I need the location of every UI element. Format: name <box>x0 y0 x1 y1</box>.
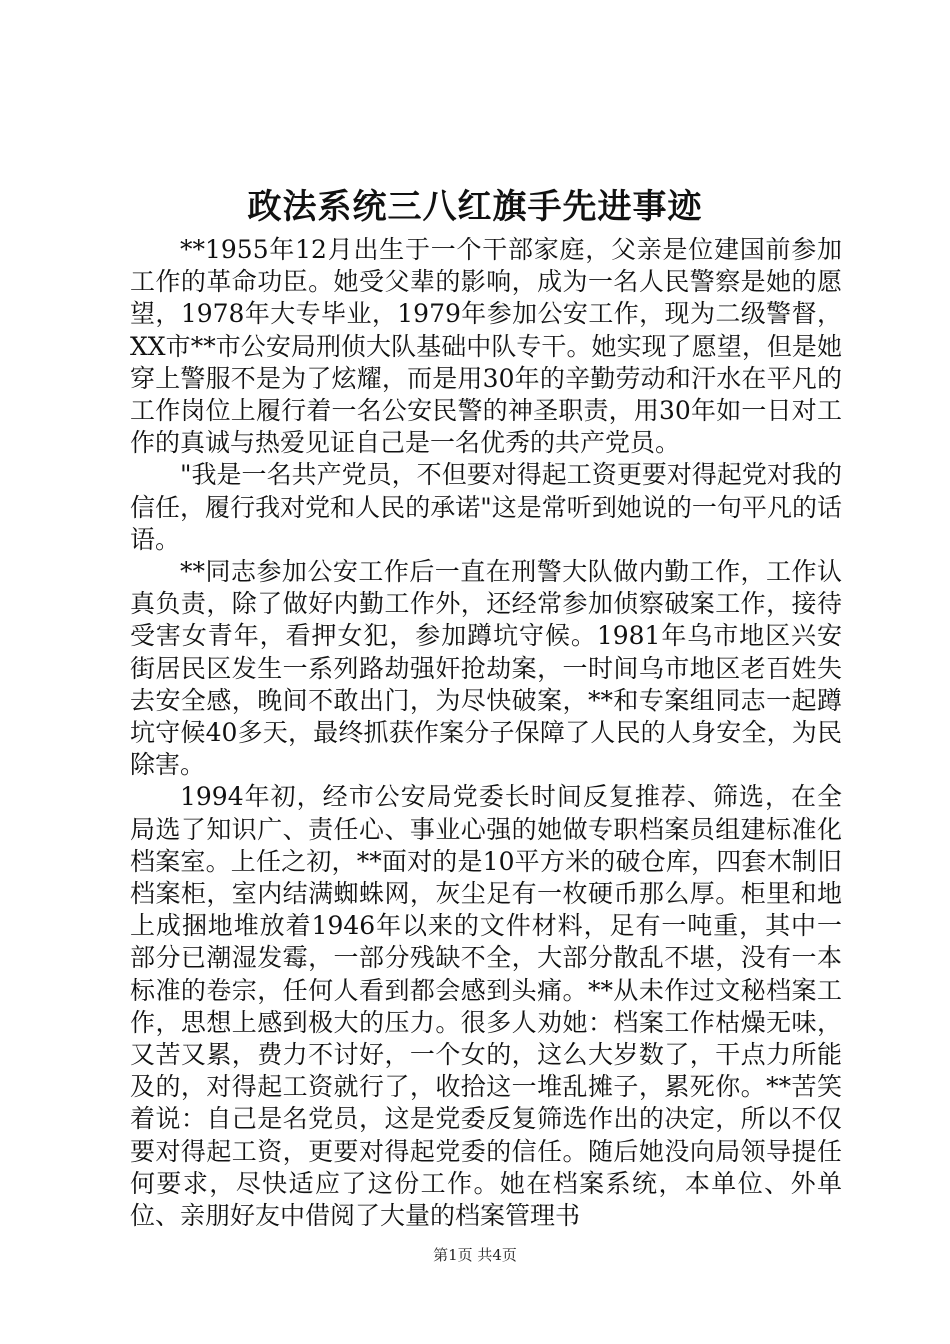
document-body <box>130 234 842 1232</box>
page-footer: 第1页 共4页 <box>433 1246 517 1264</box>
paragraph-4: 1994年初，经市公安局党委长时间反复推荐、筛选，在全局选了知识广、责任心、事业心强的她做专职档案员组建标准化档案室。上任之初，**面对的是10平方米的破仓库，四套木制旧档案柜，室内结满蜘蛛网，灰尘足有一枚硬币那么厚。柜里和地上成捆地堆放着1946年以来的文件材料，足有一吨重，其中一部分已潮湿发霉，一部分残缺不全，大部分散乱不堪，没有一本标准的卷宗，任何人看到都会感到头痛。**从未作过文秘档案工作，思想上感到极大的压力。很多人劝她：档案工作枯燥无味，又苦又累，费力不讨好，一个女的，这么大岁数了，干点力所能及的，对得起工资就行了，收拾这一堆乱摊子，累死你。**苦笑着说：自己是名党员，这是党委反复筛选作出的决定，所以不仅要对得起工资，更要对得起党委的信任。随后她没向局领导提任何要求，尽快适应了这份工作。她在档案系统，本单位、外单位、亲朋好友中借阅了大量的档案管理书 <box>130 782 842 1231</box>
paragraph-2: "我是一名共产党员，不但要对得起工资更要对得起党对我的信任，履行我对党和人民的承诺"这是常听到她说的一句平凡的话语。 <box>130 460 842 554</box>
paragraph-1: **1955年12月出生于一个干部家庭，父亲是位建国前参加工作的革命功臣。她受父辈的影响，成为一名人民警察是她的愿望，1978年大专毕业，1979年参加公安工作，现为二级警督，XX市**市公安局刑侦大队基础中队专干。她实现了愿望，但是她穿上警服不是为了炫耀，而是用30年的辛勤劳动和汗水在平凡的工作岗位上履行着一名公安民警的神圣职责，用30年如一日对工作的真诚与热爱见证自己是一名优秀的共产党员。 <box>130 235 842 458</box>
page-title: 政法系统三八红旗手先进事迹 <box>247 187 703 227</box>
paragraph-3: **同志参加公安工作后一直在刑警大队做内勤工作，工作认真负责，除了做好内勤工作外，还经常参加侦察破案工作，接待受害女青年，看押女犯，参加蹲坑守候。1981年乌市地区兴安街居民区发生一系列路劫强奸抢劫案，一时间乌市地区老百姓失去安全感，晚间不敢出门，为尽快破案，**和专案组同志一起蹲坑守候40多天，最终抓获作案分子保障了人民的人身安全，为民除害。 <box>130 557 842 780</box>
